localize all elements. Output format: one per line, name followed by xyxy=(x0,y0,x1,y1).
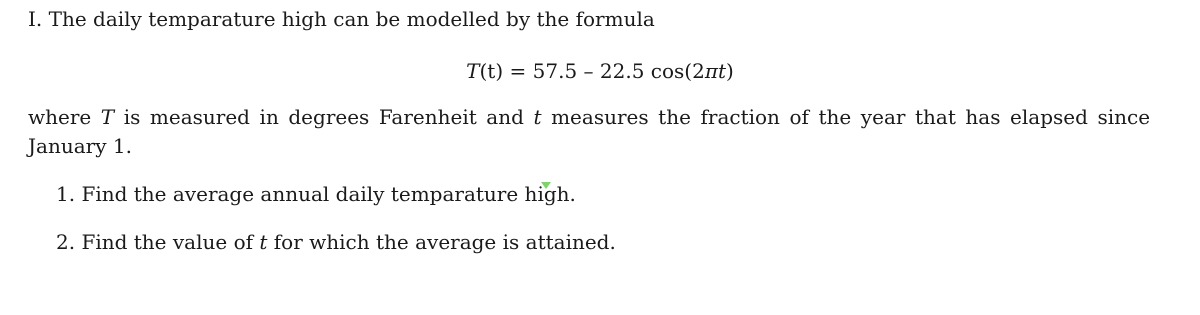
question-text: Find the average annual daily temparature high. xyxy=(81,182,576,206)
question-variable: t xyxy=(259,230,268,254)
formula-lhs-symbol: T xyxy=(466,59,480,83)
formula-pi: π xyxy=(704,59,718,83)
variable-description-continuation: January 1. xyxy=(28,134,132,158)
variable-description xyxy=(28,104,1162,130)
formula-coefficient: 22.5 xyxy=(599,59,645,83)
description-variable-t: t xyxy=(533,105,542,129)
intro-text: The daily temparature high can be modelled by the formula xyxy=(48,7,655,31)
question-item-2 xyxy=(56,229,616,255)
description-mid: is measured in degrees Farenheit and xyxy=(123,105,524,129)
formula-operator: – xyxy=(583,59,594,83)
description-prefix: where xyxy=(28,105,92,129)
formula-arg-close: ) xyxy=(726,59,734,83)
question-item-1 xyxy=(56,181,576,207)
question-number: 1. xyxy=(56,182,76,206)
question-text-before: Find the value of xyxy=(81,230,254,254)
temperature-formula xyxy=(0,58,1200,84)
description-variable-T: T xyxy=(100,105,115,129)
annotation-mark xyxy=(541,182,551,189)
question-text-after: for which the average is attained. xyxy=(273,230,616,254)
formula-equals: = xyxy=(509,59,527,83)
problem-label: I. xyxy=(28,7,43,31)
question-number: 2. xyxy=(56,230,76,254)
formula-constant: 57.5 xyxy=(532,59,578,83)
formula-variable: t xyxy=(717,59,727,83)
formula-function: cos xyxy=(650,59,685,83)
description-suffix: measures the fraction of the year that has elapsed since xyxy=(551,105,1151,129)
intro-statement xyxy=(28,6,655,32)
formula-arg-open: (2 xyxy=(684,59,705,83)
formula-lhs-arg: (t) xyxy=(479,59,504,83)
